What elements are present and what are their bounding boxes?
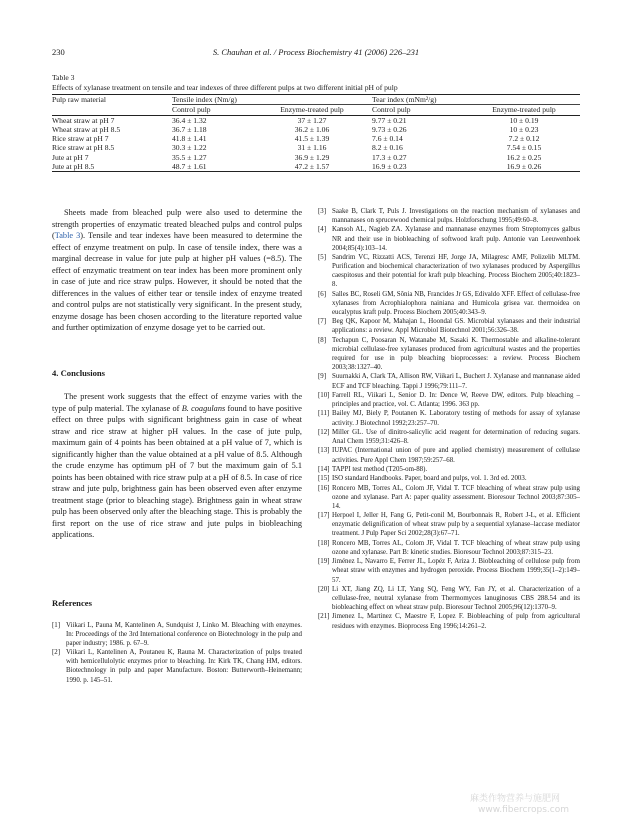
reference-number: [3]: [318, 208, 327, 215]
table-cell: 36.7 ± 1.18: [172, 124, 207, 134]
reference-text: TAPPI test method (T205-om-88).: [332, 465, 428, 473]
reference-item: [318, 372, 580, 390]
reference-text: ISO standard Handbooks. Paper, board and pulps, vol. 1. 3rd ed. 2003.: [332, 475, 527, 483]
reference-item: [318, 612, 580, 630]
reference-item: [52, 648, 302, 684]
table-3: [52, 73, 580, 172]
reference-text: Herpoel I, Jeller H, Fang G, Petit-conil M, Bourbonnais R, Robert J-L, et al. Efficient enzymatic delignification of wheat straw pulp by a sequential xylanase–laccase mediator treatment. J Pulp Paper Sci 2002;28(3):67–71.: [332, 512, 580, 538]
reference-item: [318, 428, 580, 446]
reference-text: Bailey MJ, Biely P, Poutanen K. Laboratory testing of methods for assay of xylanase activity. J Biotechnol 1992;23:257–70.: [332, 410, 580, 427]
reference-item: [318, 474, 580, 483]
table-row: [52, 125, 580, 134]
reference-number: [2]: [52, 649, 61, 657]
reference-text: Salles BC, Roseli GM, Sônia NB, Francides Jr GS, Edivaldo XFF. Effect of cellulase-free xylanases from Acrophialophora nainiana and Humicola grisea var. thermoidea on eucalyptus kraft pulp. Process Biochem 2005;40:343–9.: [332, 290, 580, 316]
reference-text: Farrell RL, Viikari L, Senior D. In: Dence W, Reeve DW, editors. Pulp bleaching – principles and practice, vol. C. Atlanta; 1996. 363 pp.: [332, 391, 580, 409]
reference-item: [318, 585, 580, 612]
table-cell: 41.8 ± 1.41: [172, 134, 207, 144]
reference-item: [52, 621, 302, 648]
reference-item: [318, 207, 580, 225]
reference-number: [14]: [318, 465, 330, 473]
table-cell: Rice straw at pH 8.5: [52, 143, 115, 153]
subheader-tensile-enzyme: Enzyme-treated pulp: [280, 105, 344, 115]
table-cell: 36.9 ± 1.29: [294, 152, 330, 162]
table-row: [52, 115, 580, 125]
paragraph-strength: Sheets made from bleached pulp were also used to determine the strength properties of enzymatic treated bleached pulps and control pulps (Table 3). Tensile and tear indexes have been measured to determine the effect of enzyme treatment on pulp. In case of tensile index, there was a marginal decrease in value for jute pulp at higher pH values (=8.5). The effect of enzymatic treatment on tear index has been more prominent only in case of jute and rice straw pulps. However, it should be noted that the differences in the values of either tear or tensile index of enzyme treated and control pulps are not statistically very significant. In the present study, enzyme dosage has been chosen according to the literature reported value and further optimization of enzyme dosage yet to be carried out.: [52, 208, 302, 332]
reference-number: [5]: [318, 254, 327, 262]
table-cell: Rice straw at pH 7: [52, 134, 109, 144]
reference-number: [7]: [318, 318, 327, 326]
table-cell: 9.77 ± 0.21: [372, 115, 407, 125]
table-row: [52, 143, 580, 152]
table-cell: 48.7 ± 1.61: [172, 162, 207, 172]
table-cell: 36.2 ± 1.06: [294, 124, 330, 134]
reference-text: Roncero MB, Torres AL, Colom JF, Vidal T. TCF bleaching of wheat straw pulp using ozone and xylanase. Part A: paper quality assessment. Bioresour Technol 2003;87:305–14.: [332, 484, 580, 510]
table-cell: 31 ± 1.16: [297, 143, 327, 153]
reference-text: Viikari L, Pauna M, Kantelinen A, Sundquist J, Linko M. Bleaching with enzymes. In: Proceedings of the 3rd International conference on Biotechnology in the pulp and paper industry; 1986. p. 67–9.: [66, 622, 302, 648]
reference-text: Li XT, Jiang ZQ, Li LT, Yang SQ, Feng WY, Fan JY, et al. Characterization of a cellulase-free, neutral xylanase from Thermomyces lanuginosus CBS 288.54 and its biobleaching effect on wheat straw pulp. Bioresour Technol 2005;96(12):1370–9.: [332, 585, 580, 612]
reference-number: [21]: [318, 613, 330, 621]
reference-number: [4]: [318, 226, 327, 234]
col-header-raw: Pulp raw material: [52, 95, 106, 105]
reference-text: Viikari L, Kantelinen A, Poutaneu K, Rauna M. Characterization of pulps treated with hemicellulolytic enzymes prior to bleaching. In: Kirk TK, Chang HM, editors. Biotechnology in pulp and paper Manufacture. Boston: Butterworth–Heinemann; 1990. p. 145–51.: [66, 649, 302, 684]
table-cell: Wheat straw at pH 8.5: [52, 124, 121, 134]
reference-number: [8]: [318, 336, 327, 344]
reference-item: [318, 557, 580, 584]
reference-text: IUPAC (International union of pure and applied chemistry) measurement of cellulase activities. Pure Appl Chem 1987;59:257–68.: [332, 447, 580, 464]
reference-number: [13]: [318, 447, 330, 455]
reference-number: [11]: [318, 410, 330, 418]
reference-item: [318, 336, 580, 372]
reference-item: [318, 539, 580, 557]
table-cell: 16.9 ± 0.26: [506, 162, 542, 172]
reference-item: [318, 290, 580, 317]
reference-item: [318, 446, 580, 464]
table-row: [52, 134, 580, 143]
reference-number: [19]: [318, 558, 330, 566]
reference-number: [16]: [318, 484, 330, 492]
table-cell: 7.6 ± 0.14: [372, 134, 403, 144]
reference-item: [318, 391, 580, 409]
reference-list-left: [52, 621, 302, 685]
table-cell: 30.3 ± 1.22: [172, 143, 207, 153]
table-caption: Effects of xylanase treatment on tensile and tear indexes of three different pulps at two different initial pH of pulp: [52, 83, 398, 92]
results-table: [52, 94, 580, 172]
reference-item: [318, 465, 580, 474]
reference-number: [20]: [318, 585, 330, 593]
reference-item: [318, 253, 580, 289]
reference-item: [318, 317, 580, 335]
table-cell: 47.2 ± 1.57: [294, 162, 330, 172]
table-cell: 35.5 ± 1.27: [172, 152, 207, 162]
reference-number: [18]: [318, 539, 330, 547]
reference-number: [1]: [52, 622, 61, 629]
table-cell: 16.2 ± 0.25: [506, 152, 542, 162]
table-row: [52, 153, 580, 162]
conclusions-heading: 4. Conclusions: [52, 367, 106, 378]
reference-text: Jimenez L, Martinez C, Maestre F, Lopez F. Biobleaching of pulp from agricultural residues with enzymes. Bioprocess Eng 1996;14:261–2.: [332, 613, 580, 630]
reference-number: [17]: [318, 512, 330, 520]
col-group-tensile: Tensile index (Nm/g): [172, 95, 372, 105]
references-heading: References: [52, 597, 92, 608]
table-cell: Jute at pH 8.5: [52, 162, 95, 172]
reference-number: [9]: [318, 373, 327, 381]
table-row: [52, 162, 580, 172]
table-cell: 7.54 ± 0.15: [506, 143, 542, 153]
reference-number: [6]: [318, 290, 327, 298]
reference-item: [318, 484, 580, 511]
table-cell: 36.4 ± 1.32: [172, 115, 207, 125]
reference-number: [10]: [318, 391, 330, 399]
reference-text: Beg QK, Kapoor M, Mahajan L, Hoondal GS. Microbial xylanases and their industrial applications: a review. Appl Microbiol Biotechnol 2001;56:326–38.: [332, 318, 580, 335]
table-cell: 10 ± 0.19: [509, 115, 539, 125]
watermark: 麻类作物营养与施肥网 www.fibercrops.com: [470, 794, 569, 815]
table-cell: 10 ± 0.23: [509, 124, 539, 134]
reference-text: Roncero MB, Torres AL, Colom JF, Vidal T. TCF bleaching of wheat straw pulp using ozone and xylanase. Part B: kinetic studies. Bioresour Technol 2003;87:315–23.: [332, 539, 580, 556]
table-cell: Jute at pH 7: [52, 152, 89, 162]
table-cell: 8.2 ± 0.16: [372, 143, 403, 153]
paragraph-conclusions: The present work suggests that the effect of enzyme varies with the type of pulp material. The xylanase of B. coagulans found to have positive effect on three pulps with significant brightness gain in case of wheat straw and rice straw at higher pH values. In the case of jute pulp, maximum gain of 4 points has been obtained at a pH value of 7, which is significantly higher than the value obtained at a pH value of 8.5. Although the crude enzyme has optimum pH of 7 but the maximum gain of 5.1 points has been obtained with rice straw pulp at a pH of 8.5. In case of rice straw and jute pulp, brightness gain has been observed even after enzyme treatment stage (prior to bleaching stage). Brightness gain in wheat straw pulp has been observed only after the bleaching stage. This is probably the first report on the use of rice straw and jute pulps in biobleaching applications.: [52, 392, 302, 539]
table-subheader-row: [52, 105, 580, 115]
table-cell: 17.3 ± 0.27: [372, 152, 407, 162]
reference-list-right: [318, 207, 580, 631]
reference-text: Saake B, Clark T, Puls J. Investigations on the reaction mechanism of xylanases and mannanases on sprucewood chemical pulps. Holzforschung 1995;49:60–8.: [332, 208, 580, 225]
table-cell: 9.73 ± 0.26: [372, 124, 407, 134]
reference-text: Jiménez L, Navarro E, Ferrer JL, Lopéz F, Ariza J. Biobleaching of cellulose pulp from wheat straw with enzymes and hydrogen peroxide. Process Biochem 1999;35(1–2):149–57.: [332, 558, 580, 584]
subheader-tear-control: Control pulp: [372, 105, 411, 115]
reference-text: Kansoh AL, Nagieb ZA. Xylanase and mannanase enzymes from Streptomyces galbus NR and their use in biobleaching of softwood kraft pulp. Antonie van Leeuwenhoek 2004;85(4):103–14.: [332, 226, 580, 252]
table-cell: 37 ± 1.27: [297, 115, 327, 125]
reference-number: [15]: [318, 475, 330, 483]
table-header-row: [52, 95, 580, 105]
journal-citation: S. Chauhan et al. / Process Biochemistry 41 (2006) 226–231: [212, 47, 420, 57]
table-cell: 16.9 ± 0.23: [372, 162, 407, 172]
reference-item: [318, 511, 580, 538]
reference-text: Sandrim VC, Rizzatti ACS, Terenzi HF, Jorge JA, Milagresc AMF, Polizelib MLTM. Purification and biochemical characterization of two xylanases produced by Aspergillus caespitosus and their potential for kraft pulp bleaching. Process Biochem 2005;40:1823–8.: [332, 254, 580, 289]
subheader-tensile-control: Control pulp: [172, 105, 211, 115]
table-label: Table 3: [52, 73, 75, 82]
table-cell: 7.2 ± 0.12: [508, 134, 540, 144]
table-cell: Wheat straw at pH 7: [52, 115, 115, 125]
subheader-tear-enzyme: Enzyme-treated pulp: [492, 105, 556, 115]
reference-text: Techapun C, Poosaran N, Watanabe M, Sasaki K. Thermostable and alkaline-tolerant microbial cellulase-free xylanases produced from agricultural wastes and the properties required for use in pulp bleaching bioprocesses: a review. Process Biochem 2003;38:1327–40.: [332, 336, 580, 372]
table-body: [52, 115, 580, 172]
reference-text: Miller GL. Use of dinitro-salicylic acid reagent for determination of reducing sugars. Anal Chem 1959;31:426–8.: [332, 428, 580, 446]
reference-item: [318, 225, 580, 252]
reference-item: [318, 409, 580, 427]
reference-number: [12]: [318, 428, 330, 436]
page-number: 230: [52, 47, 65, 57]
reference-text: Suurnakki A, Clark TA, Allison RW, Viikari L, Buchert J. Xylanase and mannanase aided ECF and TCF bleaching. Tappi J 1996;79:111–7.: [332, 373, 580, 390]
table-link[interactable]: Table 3: [54, 231, 81, 240]
left-column: [52, 207, 302, 685]
col-group-tear: Tear index (mNm²/g): [372, 95, 580, 105]
table-cell: 41.5 ± 1.39: [294, 134, 330, 144]
